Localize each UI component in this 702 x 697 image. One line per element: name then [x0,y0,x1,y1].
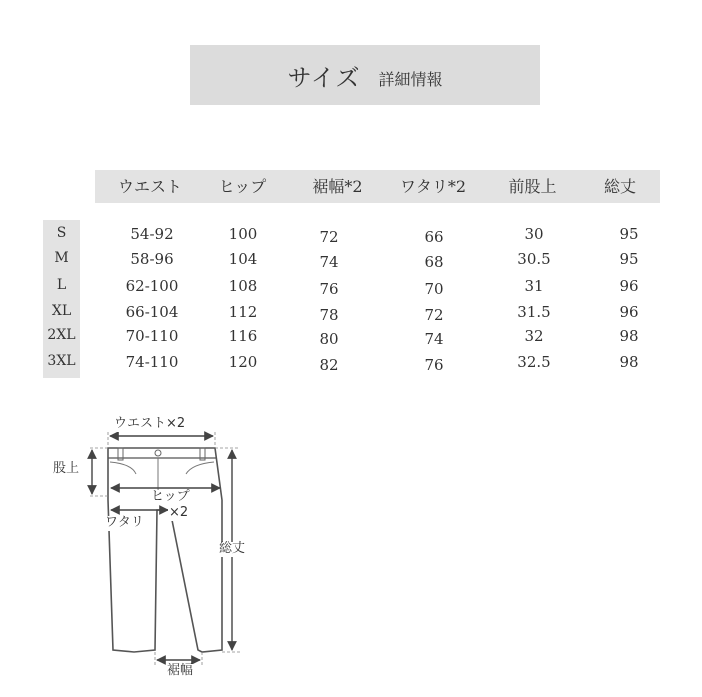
table-cell: 54-92 [130,225,174,243]
table-cell: 76 [319,280,339,298]
size-label: 2XL [47,327,76,343]
table-cell: 72 [319,228,339,246]
table-cell: 68 [424,253,444,271]
table-cell: 31 [524,277,544,295]
table-cell: 66 [424,228,444,246]
table-cell: 104 [228,250,258,268]
table-cell: 80 [319,330,339,348]
header-hip: ヒップ [218,177,267,196]
table-cell: 95 [619,250,639,268]
header-thigh: ワタリ*2 [399,177,467,196]
table-cell: 82 [319,356,339,374]
size-label: M [54,250,69,266]
table-cell: 62-100 [125,277,179,295]
header-waist: ウエスト [117,177,182,196]
pants-diagram [40,410,280,690]
size-label: L [56,277,67,293]
table-cell: 98 [619,327,639,345]
length-label: 総丈 [219,541,246,556]
table-cell: 70 [424,280,444,298]
table-cell: 32.5 [517,353,551,371]
rise-label: 股上 [53,461,80,476]
table-cell: 96 [619,303,639,321]
table-cell: 116 [228,327,258,345]
thigh-label: ワタリ [105,515,144,530]
table-header [95,170,660,203]
header-front-rise: 前股上 [508,177,557,196]
table-cell: 30.5 [517,250,551,268]
table-cell: 112 [228,303,258,321]
table-cell: 78 [319,306,339,324]
table-cell: 74 [319,253,339,271]
table-cell: 74-110 [125,353,179,371]
table-cell: 31.5 [517,303,551,321]
header-hem: 裾幅*2 [312,177,363,196]
table-cell: 70-110 [125,327,179,345]
page-subtitle: 詳細情報 [378,69,443,89]
table-cell: 108 [228,277,258,295]
size-label: S [56,225,67,241]
table-cell: 120 [228,353,258,371]
table-cell: 30 [524,225,544,243]
table-cell: 32 [524,327,544,345]
size-label: 3XL [47,353,76,369]
waist-label: ウエスト×2 [114,416,186,431]
page-title: サイズ [287,63,361,92]
hem-label: 裾幅 [167,663,194,678]
table-cell: 98 [619,353,639,371]
table-cell: 74 [424,330,444,348]
table-cell: 95 [619,225,639,243]
header-length: 総丈 [603,177,636,196]
table-cell: 58-96 [130,250,174,268]
size-label: XL [51,303,72,319]
pants-outline [108,448,222,652]
hip-label: ヒップ [151,489,190,504]
table-cell: 72 [424,306,444,324]
table-cell: 100 [228,225,258,243]
table-cell: 96 [619,277,639,295]
title-banner [190,45,540,105]
hip-label-multiplier: ×2 [169,505,189,520]
table-cell: 76 [424,356,444,374]
table-cell: 66-104 [125,303,179,321]
